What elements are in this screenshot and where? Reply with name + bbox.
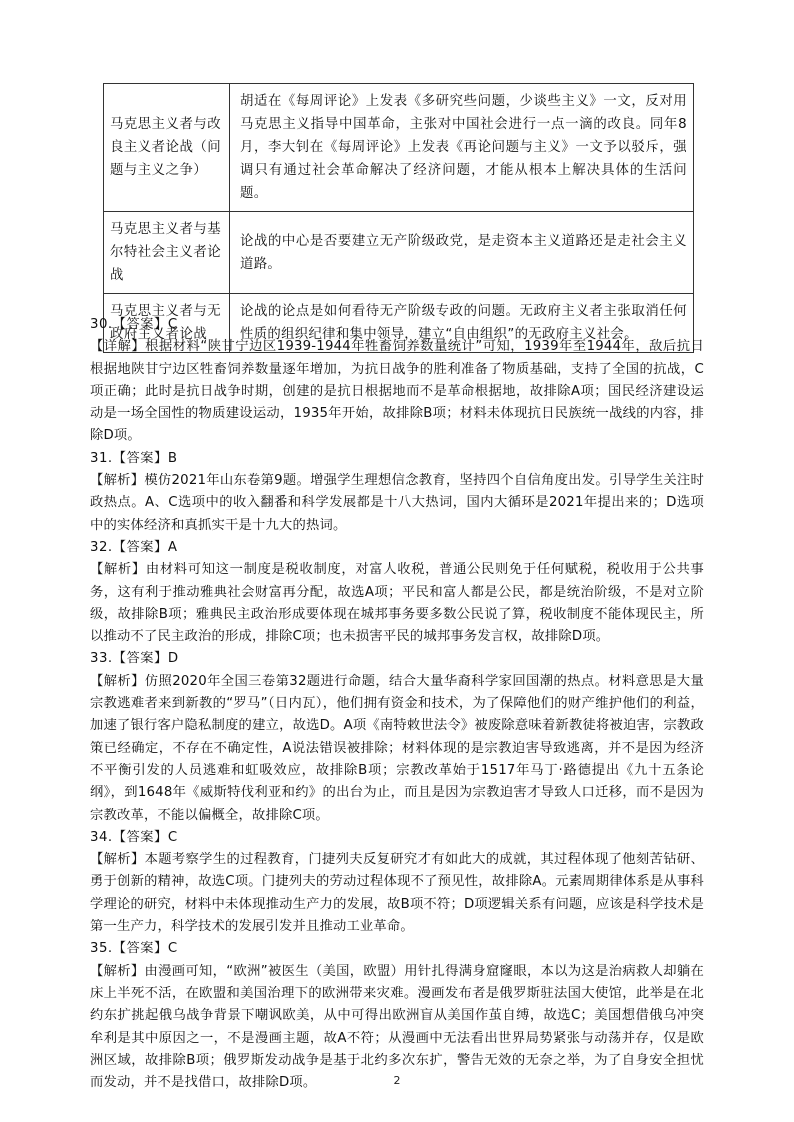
explanation-paragraph: 【解析】模仿2021年山东卷第9题。增强学生理想信念教育，坚持四个自信角度出发。引导学生关注时政热点。A、C选项中的收入翻番和科学发展都是十八大热词，国内大循环是2021年提出来的；D选项中的实体经济和真抓实干是十九大的热词。	[90, 473, 704, 533]
debate-desc-cell: 论战的论点是如何看待无产阶级专政的问题。无政府主义者主张取消任何性质的组织纪律和集中领导，建立“自由组织”的无政府主义社会。	[230, 294, 694, 353]
answer-line: 33.【答案】D	[90, 651, 179, 667]
answer-line: 30.【答案】C	[90, 317, 178, 332]
page-number: 2	[393, 1074, 401, 1087]
debates-table	[103, 83, 694, 353]
explanation-paragraph: 【解析】仿照2020年全国三卷第32题进行命题，结合大量华裔科学家回国潮的热点。材料意思是大量宗教逃难者来到新教的“罗马”（日内瓦），他们拥有资金和技术，为了保障他们的财产维护他们的利益，加速了银行客户隐私制度的建立，故选D。A项《南特敕世法令》被废除意味着新教徒将被迫害，宗教政策已经确定，不存在不确定性，A说法错误被排除；材料体现的是宗教迫害导致逃离，并不是因为经济不平衡引发的人员逃难和虹吸效应，故排除B项；宗教改革始于1517年马丁·路德提出《九十五条论纲》，到1648年《威斯特伐利亚和约》的出台为止，而且是因为宗教迫害才导致人口迁移，而不是因为宗教改革，不能以偏概全，故排除C项。	[90, 673, 704, 823]
table-row	[104, 84, 694, 212]
debate-name-cell: 马克思主义者与无政府主义者论战	[104, 294, 230, 353]
answer-line: 34.【答案】C	[90, 829, 178, 845]
explanation-paragraph: 【解析】由材料可知这一制度是税收制度，对富人收税，普通公民则免于任何赋税，税收用于公共事务，这有利于推动雅典社会财富再分配，故选A项；平民和富人都是公民，都是统治阶级，不是对立阶级，故排除B项；雅典民主政治形成要体现在城邦事务要多数公民说了算，税收制度不能体现民主，所以推动不了民主政治的形成，排除C项；也未损害平民的城邦事务发言权，故排除D项。	[90, 562, 704, 645]
debate-desc-cell: 胡适在《每周评论》上发表《多研究些问题，少谈些主义》一文，反对用马克思主义指导中国革命，主张对中国社会进行一点一滴的改良。同年8月，李大钊在《每周评论》上发表《再论问题与主义》一文予以驳斥，强调只有通过社会革命解决了经济问题，才能从根本上解决具体的生活问题。	[230, 84, 694, 212]
debate-desc-cell: 论战的中心是否要建立无产阶级政党，是走资本主义道路还是走社会主义道路。	[230, 212, 694, 294]
answer-explanations	[90, 314, 704, 1094]
explanation-paragraph: 【详解】根据材料“陕甘宁边区1939-1944年牲畜饲养数量统计”可知，1939年至1944年，敌后抗日根据地陕甘宁边区牲畜饲养数量逐年增加，为抗日战争的胜利准备了物质基础，支持了全国的抗战，C项正确；此时是抗日战争时期，创建的是抗日根据地而不是革命根据地，故排除A项；国民经济建设运动是一场全国性的物质建设运动，1935年开始，故排除B项；材料未体现抗日民族统一战线的内容，排除D项。	[90, 339, 704, 444]
explanation-paragraph: 【解析】本题考察学生的过程教育，门捷列夫反复研究才有如此大的成就，其过程体现了他刻苦钻研、勇于创新的精神，故选C项。门捷列夫的劳动过程体现不了预见性，故排除A。元素周期律体系是从事科学理论的研究，材料中未体现推动生产力的发展，故B项不符；D项逻辑关系有问题，应该是科学技术是第一生产力，科学技术的发展引发并且推动工业革命。	[90, 852, 704, 935]
debate-name-cell: 马克思主义者与基尔特社会主义者论战	[104, 212, 230, 294]
answer-line: 35.【答案】C	[90, 941, 178, 957]
explanation-paragraph: 【解析】由漫画可知，“欧洲”被医生（美国，欧盟）用针扎得满身窟窿眼，本以为这是治病救人却躺在床上半死不活，在欧盟和美国治理下的欧洲带来灾难。漫画发布者是俄罗斯驻法国大使馆，此举是在北约东扩挑起俄乌战争背景下嘲讽欧美，从中可得出欧洲盲从美国作茧自缚，故选C；美国想借俄乌冲突牟利是其中原因之一，不是漫画主题，故A不符；从漫画中无法看出世界局势紧张与动荡并存，仅是欧洲区域，故排除B项；俄罗斯发动战争是基于北约多次东扩，警告无效的无奈之举，为了自身安全担忧而发动，并不是找借口，故排除D项。	[90, 963, 704, 1091]
answer-line: 32.【答案】A	[90, 539, 178, 555]
debate-name-cell: 马克思主义者与改良主义者论战（问题与主义之争）	[104, 84, 230, 212]
table-row	[104, 212, 694, 294]
answer-line: 31.【答案】B	[90, 450, 178, 466]
